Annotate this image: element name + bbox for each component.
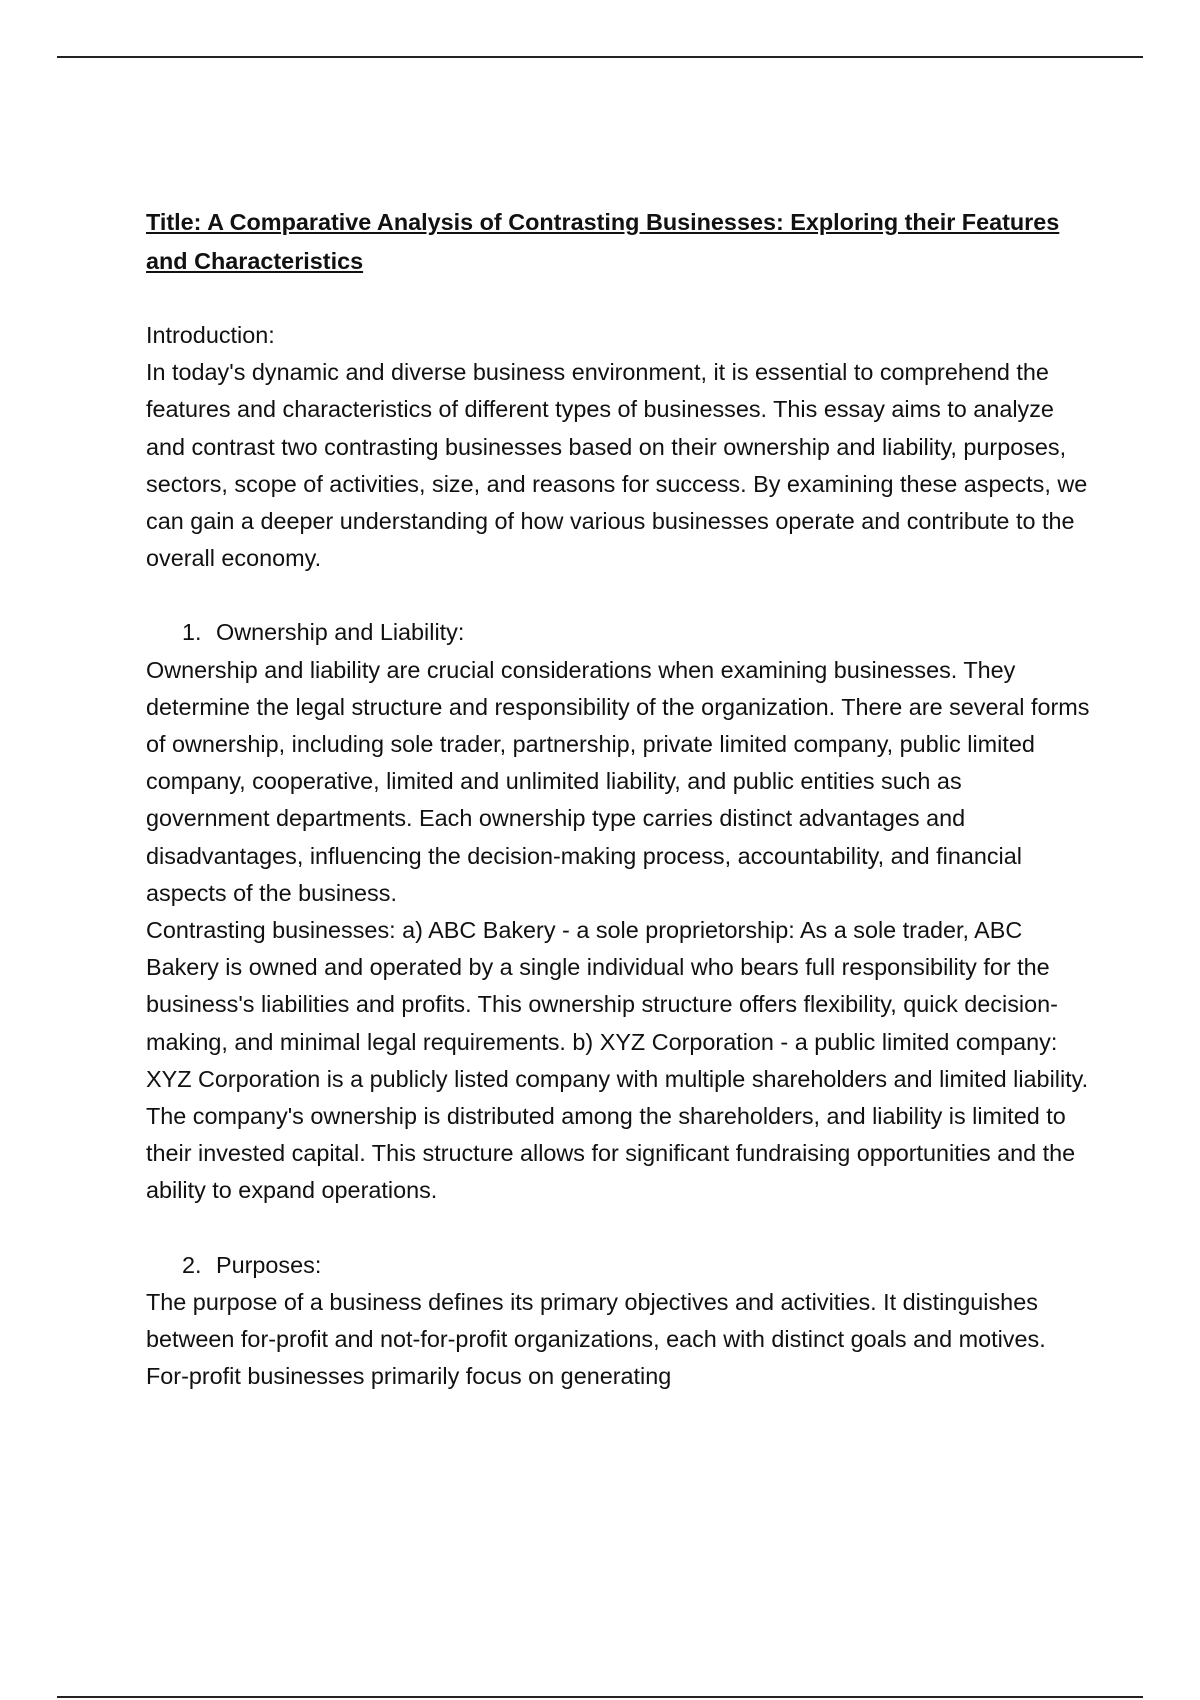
document-body [146, 203, 1090, 1395]
top-rule [57, 56, 1143, 58]
section-heading-text: Purposes: [216, 1251, 322, 1278]
purposes-paragraph: The purpose of a business defines its primary objectives and activities. It distinguishes between for-profit and not-for-profit organizations, each with distinct goals and motives. For-profit businesses primarily focus on generating [146, 1288, 1046, 1390]
spacer [146, 280, 1090, 317]
section-heading-ownership [146, 614, 1090, 651]
section-heading-purposes [146, 1247, 1090, 1284]
contrasting-businesses-paragraph: Contrasting businesses: a) ABC Bakery - a sole proprietorship: As a sole trader, ABC Bakery is owned and operated by a single individual who bears full responsibility for the business's liabilities and profits. This ownership structure offers flexibility, quick decision-making, and minimal legal requirements. b) XYZ Corporation - a public limited company: XYZ Corporation is a publicly listed company with multiple shareholders and limited liability. The company's ownership is distributed among the shareholders, and liability is limited to their invested capital. This structure allows for significant fundraising opportunities and the ability to expand operations. [146, 917, 1089, 1204]
intro-heading: Introduction: [146, 322, 275, 348]
intro-paragraph: In today's dynamic and diverse business environment, it is essential to comprehend the features and characteristics of different types of businesses. This essay aims to analyze and contrast two contrasting businesses based on their ownership and liability, purposes, sectors, scope of activities, size, and reasons for success. By examining these aspects, we can gain a deeper understanding of how various businesses operate and contribute to the overall economy. [146, 359, 1088, 572]
spacer [146, 1210, 1090, 1247]
document-title: Title: A Comparative Analysis of Contrasting Businesses: Exploring their Features and Characteristics [146, 209, 1060, 274]
list-number: 2. [182, 1251, 202, 1278]
ownership-paragraph: Ownership and liability are crucial considerations when examining businesses. They determine the legal structure and responsibility of the organization. There are several forms of ownership, including sole trader, partnership, private limited company, public limited company, cooperative, limited and unlimited liability, and public entities such as government departments. Each ownership type carries distinct advantages and disadvantages, influencing the decision-making process, accountability, and financial aspects of the business. [146, 656, 1090, 906]
spacer [146, 577, 1090, 614]
bottom-rule [57, 1696, 1143, 1698]
list-number: 1. [182, 619, 202, 646]
section-heading-text: Ownership and Liability: [216, 619, 465, 646]
